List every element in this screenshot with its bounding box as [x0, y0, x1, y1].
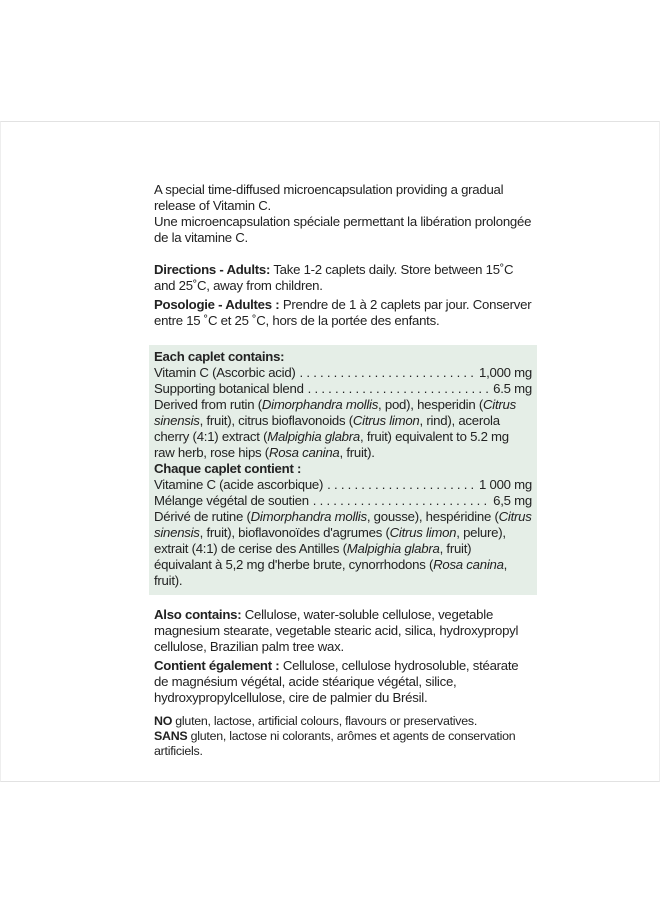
ingredient-row [154, 381, 532, 397]
botanical-description-en: Derived from rutin (Dimorphandra mollis, pod), hesperidin (Citrus sinensis, fruit), citrus bioflavonoids (Citrus limon, rind), acerola cherry (4:1) extract (Malpighia glabra, fruit) equivalent to 5.2 mg raw herb, rose hips (Rosa canina, fruit). [154, 397, 516, 460]
ingredients-panel [149, 345, 537, 595]
ingredient-label: Vitamine C (acide ascorbique) [154, 477, 324, 492]
leader-dots [308, 381, 490, 397]
also-contains-fr [154, 658, 532, 706]
directions-fr-label: Posologie - Adultes : [154, 297, 280, 312]
ingredients-heading-fr-text: Chaque caplet contient : [154, 461, 302, 476]
also-contains-en [154, 607, 532, 655]
intro-en: A special time-diffused microencapsulation providing a gradual release of Vitamin C. [154, 182, 504, 213]
ingredient-amount: 6,5 mg [493, 493, 532, 508]
label-content [154, 182, 532, 759]
free-from-en-text: gluten, lactose, artificial colours, flavours or preservatives. [172, 714, 478, 728]
leader-dots [327, 477, 475, 493]
ingredient-amount: 1,000 mg [479, 365, 532, 380]
botanical-description-fr: Dérivé de rutine (Dimorphandra mollis, gousse), hespéridine (Citrus sinensis, fruit), bioflavonoïdes d'agrumes (Citrus limon, pelure), extrait (4:1) de cerise des Antilles (Malpighia glabra, fruit) équivalant à 5,2 mg d'herbe brute, cynorrhodons (Rosa canina, fruit). [154, 509, 532, 588]
free-from-en [154, 714, 532, 729]
leader-dots [313, 493, 489, 509]
ingredients-heading-en [154, 349, 532, 365]
ingredient-row [154, 477, 532, 493]
directions-en-label: Directions - Adults: [154, 262, 271, 277]
ingredients-heading-en-text: Each caplet contains: [154, 349, 285, 364]
intro-section [154, 182, 532, 246]
ingredient-row [154, 365, 532, 381]
ingredient-label: Supporting botanical blend [154, 381, 304, 396]
ingredients-heading-fr [154, 461, 532, 477]
also-contains-en-label: Also contains: [154, 607, 242, 622]
ingredient-amount: 1 000 mg [479, 477, 532, 492]
free-from-fr [154, 729, 532, 759]
free-from-en-label: NO [154, 714, 173, 728]
directions-en-text: Take 1-2 caplets daily. Store between 15˚C and 25˚C, away from children. [154, 262, 514, 293]
directions-fr-text: Prendre de 1 à 2 caplets par jour. Conserver entre 15 ˚C et 25 ˚C, hors de la portée des enfants. [154, 297, 532, 328]
leader-dots [300, 365, 475, 381]
directions-fr [154, 297, 532, 329]
ingredient-label: Vitamin C (Ascorbic acid) [154, 365, 296, 380]
free-from-fr-text: gluten, lactose ni colorants, arômes et agents de conservation artificiels. [154, 729, 516, 758]
ingredient-label: Mélange végétal de soutien [154, 493, 309, 508]
also-contains-fr-label: Contient également : [154, 658, 280, 673]
intro-fr: Une microencapsulation spéciale permettant la libération prolongée de la vitamine C. [154, 214, 532, 245]
ingredient-amount: 6.5 mg [493, 381, 532, 396]
ingredient-row [154, 493, 532, 509]
directions-en [154, 262, 532, 294]
free-from-fr-label: SANS [154, 729, 188, 743]
also-contains-fr-text: Cellulose, cellulose hydrosoluble, stéarate de magnésium végétal, acide stéarique végétal, silice, hydroxypropylcellulose, cire de palmier du Brésil. [154, 658, 519, 705]
also-contains-en-text: Cellulose, water-soluble cellulose, vegetable magnesium stearate, vegetable stearic acid, silica, hydroxypropyl cellulose, Brazilian palm tree wax. [154, 607, 519, 654]
